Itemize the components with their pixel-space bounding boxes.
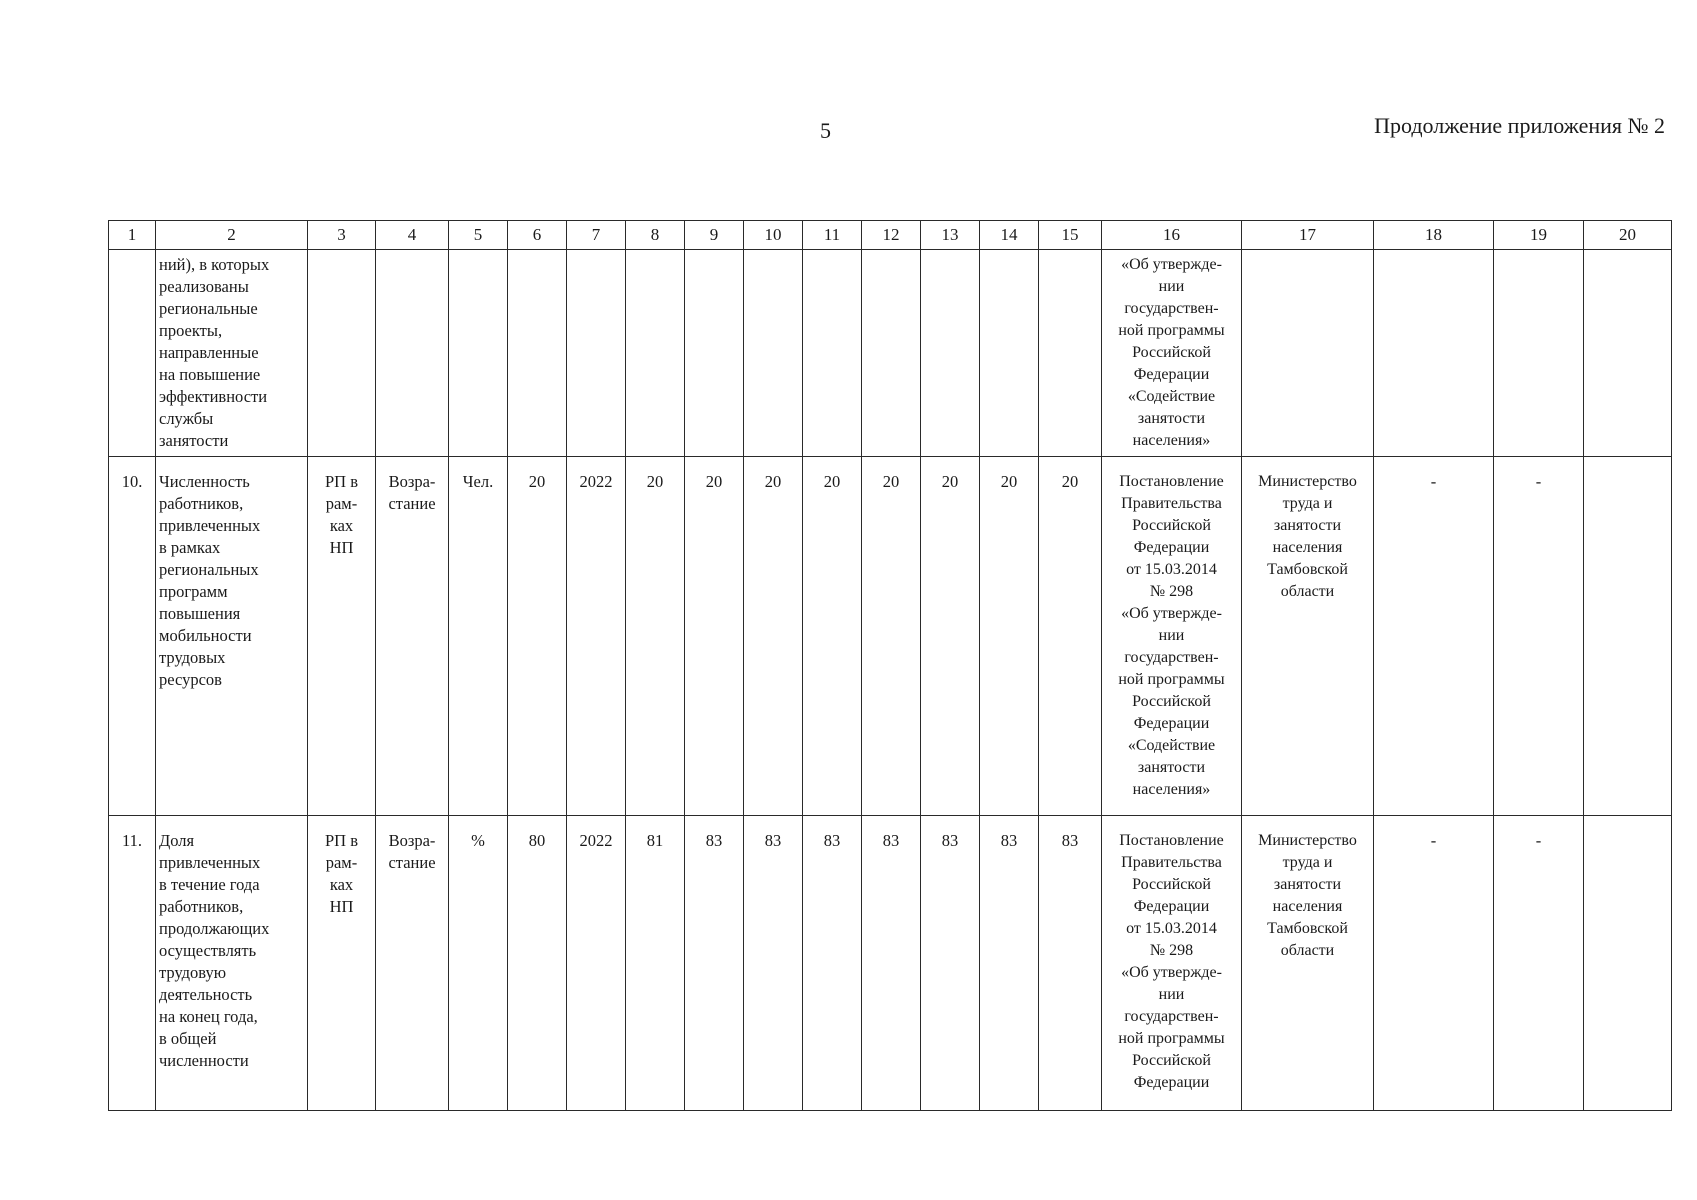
- unit-cell: [449, 457, 508, 816]
- target-value-cell: [1039, 816, 1102, 1111]
- cell-text: Российской: [1132, 517, 1211, 534]
- cell-text: РП в: [324, 831, 358, 850]
- target-value-cell: [980, 816, 1039, 1111]
- indicator-name-cell: [156, 816, 308, 1111]
- target-value-cell: [626, 457, 685, 816]
- cell-text: реализованы: [159, 277, 249, 296]
- legal-basis-cell: [1102, 816, 1242, 1111]
- cell-text: программ: [159, 582, 228, 601]
- cell-text: занятости: [1273, 517, 1342, 534]
- cell-text: «Об утвержде-: [1121, 256, 1222, 273]
- cell-text: Правительства: [1121, 854, 1222, 871]
- cell-text: 20: [882, 472, 900, 491]
- target-value-cell: [685, 250, 744, 457]
- cell-text: Правительства: [1121, 495, 1222, 512]
- cell-text: № 298: [1149, 583, 1194, 600]
- cell-text: ресурсов: [159, 670, 222, 689]
- cell-text: 20: [528, 472, 546, 491]
- column-header: 17: [1242, 221, 1374, 250]
- cell-text: государствен-: [1124, 300, 1219, 317]
- cell-text: привлеченных: [159, 516, 261, 535]
- column-19-cell: [1494, 816, 1584, 1111]
- cell-text: Министерство: [1258, 832, 1357, 849]
- indicator-name-cell: [156, 457, 308, 816]
- cell-text: 20: [1061, 472, 1079, 491]
- direction-cell: [376, 457, 449, 816]
- responsible-org-cell: [1242, 250, 1374, 457]
- column-header: 10: [744, 221, 803, 250]
- cell-text: 81: [646, 831, 664, 850]
- cell-text: НП: [329, 538, 354, 557]
- unit-cell: [449, 250, 508, 457]
- cell-text: труда и: [1282, 854, 1333, 871]
- cell-text: работников,: [159, 494, 244, 513]
- cell-text: в рамках: [159, 538, 221, 557]
- column-header: 13: [921, 221, 980, 250]
- cell-text: «Содействие: [1127, 737, 1216, 754]
- cell-text: мобильности: [159, 626, 252, 645]
- cell-text: в общей: [159, 1029, 217, 1048]
- column-header: 8: [626, 221, 685, 250]
- target-value-cell: [803, 457, 862, 816]
- target-value-cell: [744, 250, 803, 457]
- cell-text: 20: [941, 472, 959, 491]
- target-value-cell: [921, 250, 980, 457]
- cell-text: повышения: [159, 604, 241, 623]
- cell-text: труда и: [1282, 495, 1333, 512]
- cell-text: проекты,: [159, 321, 223, 340]
- column-header: 4: [376, 221, 449, 250]
- cell-text: области: [1280, 583, 1335, 600]
- cell-text: «Об утвержде-: [1121, 605, 1222, 622]
- cell-text: Министерство: [1258, 473, 1357, 490]
- cell-text: на конец года,: [159, 1007, 258, 1026]
- cell-text: № 298: [1149, 942, 1194, 959]
- cell-text: службы: [159, 409, 214, 428]
- indicator-type-cell: [308, 816, 376, 1111]
- cell-text: Постановление: [1119, 473, 1224, 490]
- cell-text: Тамбовской: [1267, 561, 1348, 578]
- indicator-name-cell: [156, 250, 308, 457]
- legal-basis-cell: [1102, 250, 1242, 457]
- cell-text: Российской: [1132, 344, 1211, 361]
- cell-text: 83: [764, 831, 782, 850]
- column-header: 7: [567, 221, 626, 250]
- cell-text: РП в: [324, 472, 358, 491]
- cell-text: занятости: [1137, 759, 1206, 776]
- cell-text: Федерации: [1133, 539, 1210, 556]
- cell-text: НП: [329, 897, 354, 916]
- cell-text: нии: [1158, 278, 1185, 295]
- cell-text: Российской: [1132, 1052, 1211, 1069]
- cell-text: Тамбовской: [1267, 920, 1348, 937]
- cell-text: региональных: [159, 560, 259, 579]
- cell-text: занятости: [159, 431, 229, 450]
- column-20-cell: [1584, 250, 1672, 457]
- row-number-cell: [109, 250, 156, 457]
- cell-text: Возра-: [388, 831, 436, 850]
- base-value-cell: [508, 457, 567, 816]
- cell-text: от 15.03.2014: [1126, 920, 1217, 937]
- cell-text: населения»: [1132, 432, 1211, 449]
- cell-text: области: [1280, 942, 1335, 959]
- cell-text: 80: [528, 831, 546, 850]
- cell-text: на повышение: [159, 365, 261, 384]
- direction-cell: [376, 816, 449, 1111]
- target-value-cell: [980, 250, 1039, 457]
- responsible-org-cell: [1242, 457, 1374, 816]
- cell-text: 83: [882, 831, 900, 850]
- target-value-cell: [1039, 250, 1102, 457]
- column-19-cell: [1494, 250, 1584, 457]
- cell-text: осуществлять: [159, 941, 257, 960]
- cell-text: численности: [159, 1051, 249, 1070]
- indicators-table: [108, 220, 1672, 1111]
- cell-text: -: [1535, 831, 1542, 850]
- column-18-cell: [1374, 250, 1494, 457]
- cell-text: 20: [1000, 472, 1018, 491]
- cell-text: 83: [705, 831, 723, 850]
- target-value-cell: [626, 816, 685, 1111]
- cell-text: Федерации: [1133, 898, 1210, 915]
- indicator-type-cell: [308, 457, 376, 816]
- column-20-cell: [1584, 816, 1672, 1111]
- cell-text: трудовых: [159, 648, 226, 667]
- responsible-org-cell: [1242, 816, 1374, 1111]
- cell-text: ной программы: [1118, 671, 1225, 688]
- target-value-cell: [921, 457, 980, 816]
- target-value-cell: [685, 457, 744, 816]
- cell-text: населения: [1272, 898, 1343, 915]
- cell-text: Российской: [1132, 876, 1211, 893]
- cell-text: ний), в которых: [159, 255, 270, 274]
- table-row: [109, 457, 1672, 816]
- cell-text: -: [1535, 472, 1542, 491]
- cell-text: 83: [1061, 831, 1079, 850]
- column-header: 5: [449, 221, 508, 250]
- cell-text: занятости: [1273, 876, 1342, 893]
- cell-text: «Об утвержде-: [1121, 964, 1222, 981]
- target-value-cell: [626, 250, 685, 457]
- cell-text: региональные: [159, 299, 258, 318]
- cell-text: Федерации: [1133, 366, 1210, 383]
- cell-text: государствен-: [1124, 1008, 1219, 1025]
- cell-text: ной программы: [1118, 1030, 1225, 1047]
- column-header: 9: [685, 221, 744, 250]
- cell-text: государствен-: [1124, 649, 1219, 666]
- cell-text: ках: [329, 516, 354, 535]
- target-value-cell: [803, 250, 862, 457]
- cell-text: продолжающих: [159, 919, 270, 938]
- column-header: 15: [1039, 221, 1102, 250]
- cell-text: 2022: [579, 472, 613, 491]
- direction-cell: [376, 250, 449, 457]
- cell-text: направленные: [159, 343, 259, 362]
- cell-text: работников,: [159, 897, 244, 916]
- base-year-cell: [567, 816, 626, 1111]
- cell-text: 10.: [121, 472, 143, 491]
- cell-text: привлеченных: [159, 853, 261, 872]
- column-header: 2: [156, 221, 308, 250]
- cell-text: нии: [1158, 986, 1185, 1003]
- column-header: 1: [109, 221, 156, 250]
- base-year-cell: [567, 457, 626, 816]
- cell-text: 20: [764, 472, 782, 491]
- cell-text: населения»: [1132, 781, 1211, 798]
- cell-text: 2022: [579, 831, 613, 850]
- cell-text: занятости: [1137, 410, 1206, 427]
- cell-text: 20: [823, 472, 841, 491]
- row-number-cell: [109, 457, 156, 816]
- cell-text: ной программы: [1118, 322, 1225, 339]
- cell-text: 20: [705, 472, 723, 491]
- cell-text: 83: [823, 831, 841, 850]
- cell-text: Российской: [1132, 693, 1211, 710]
- cell-text: 11.: [121, 831, 142, 850]
- target-value-cell: [685, 816, 744, 1111]
- cell-text: Возра-: [388, 472, 436, 491]
- target-value-cell: [803, 816, 862, 1111]
- base-value-cell: [508, 816, 567, 1111]
- target-value-cell: [862, 457, 921, 816]
- cell-text: Федерации: [1133, 1074, 1210, 1091]
- target-value-cell: [980, 457, 1039, 816]
- cell-text: Федерации: [1133, 715, 1210, 732]
- target-value-cell: [744, 816, 803, 1111]
- column-19-cell: [1494, 457, 1584, 816]
- cell-text: деятельность: [159, 985, 253, 1004]
- target-value-cell: [862, 816, 921, 1111]
- target-value-cell: [744, 457, 803, 816]
- column-20-cell: [1584, 457, 1672, 816]
- column-18-cell: [1374, 816, 1494, 1111]
- column-header: 14: [980, 221, 1039, 250]
- cell-text: 83: [941, 831, 959, 850]
- cell-text: ках: [329, 875, 354, 894]
- target-value-cell: [862, 250, 921, 457]
- unit-cell: [449, 816, 508, 1111]
- cell-text: -: [1430, 831, 1437, 850]
- cell-text: Постановление: [1119, 832, 1224, 849]
- table-row: [109, 816, 1672, 1111]
- column-header: 19: [1494, 221, 1584, 250]
- target-value-cell: [921, 816, 980, 1111]
- cell-text: нии: [1158, 627, 1185, 644]
- cell-text: стание: [388, 853, 436, 872]
- column-18-cell: [1374, 457, 1494, 816]
- column-header: 12: [862, 221, 921, 250]
- table-row: [109, 250, 1672, 457]
- cell-text: рам-: [325, 853, 358, 872]
- column-header: 6: [508, 221, 567, 250]
- base-value-cell: [508, 250, 567, 457]
- cell-text: 83: [1000, 831, 1018, 850]
- cell-text: -: [1430, 472, 1437, 491]
- cell-text: «Содействие: [1127, 388, 1216, 405]
- column-header: 16: [1102, 221, 1242, 250]
- appendix-continuation-label: Продолжение приложения № 2: [1374, 113, 1665, 138]
- column-number-row: [109, 221, 1672, 250]
- cell-text: Чел.: [462, 472, 494, 491]
- legal-basis-cell: [1102, 457, 1242, 816]
- cell-text: стание: [388, 494, 436, 513]
- cell-text: трудовую: [159, 963, 227, 982]
- cell-text: от 15.03.2014: [1126, 561, 1217, 578]
- row-number-cell: [109, 816, 156, 1111]
- cell-text: в течение года: [159, 875, 260, 894]
- cell-text: Численность: [159, 472, 250, 491]
- cell-text: 20: [646, 472, 664, 491]
- cell-text: населения: [1272, 539, 1343, 556]
- column-header: 3: [308, 221, 376, 250]
- cell-text: Доля: [159, 831, 195, 850]
- cell-text: рам-: [325, 494, 358, 513]
- indicator-type-cell: [308, 250, 376, 457]
- target-value-cell: [1039, 457, 1102, 816]
- cell-text: %: [471, 831, 485, 850]
- column-header: 20: [1584, 221, 1672, 250]
- page-number: 5: [820, 118, 831, 143]
- column-header: 18: [1374, 221, 1494, 250]
- column-header: 11: [803, 221, 862, 250]
- base-year-cell: [567, 250, 626, 457]
- cell-text: эффективности: [159, 387, 268, 406]
